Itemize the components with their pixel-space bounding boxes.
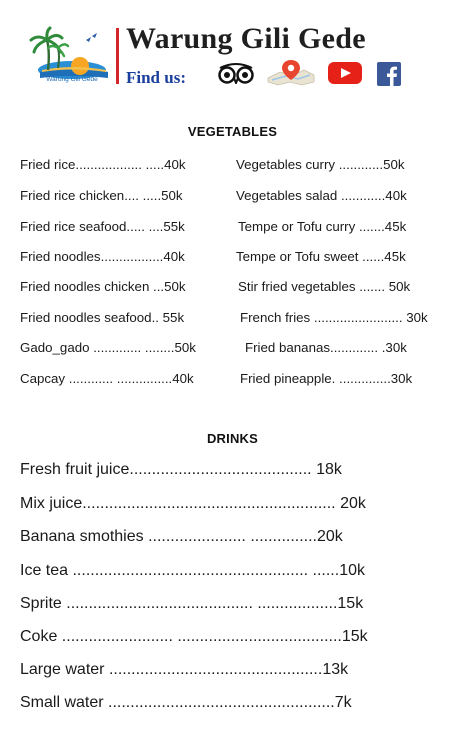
tripadvisor-icon[interactable] xyxy=(216,62,256,84)
menu-item: Vegetables salad ............40k xyxy=(236,188,407,203)
menu-item: Vegetables curry ............50k xyxy=(236,157,405,172)
menu-item: French fries ........................ 30k xyxy=(240,310,428,325)
drink-item: Coke ......................... .....................................15k xyxy=(20,628,368,645)
menu-item: Gado_gado ............. ........50k xyxy=(20,340,196,355)
menu-item: Fried noodles chicken ...50k xyxy=(20,279,186,294)
menu-item: Tempe or Tofu sweet ......45k xyxy=(236,249,406,264)
menu-item: Tempe or Tofu curry .......45k xyxy=(238,219,407,234)
drinks-title: DRINKS xyxy=(206,431,259,446)
header xyxy=(28,24,438,94)
vegetables-title: VEGETABLES xyxy=(187,124,278,139)
drink-item: Small water ...................................................7k xyxy=(20,694,352,711)
youtube-icon[interactable] xyxy=(328,62,362,84)
facebook-icon[interactable] xyxy=(377,62,401,86)
menu-item: Fried rice.................. .....40k xyxy=(20,157,186,172)
menu-item: Fried pineapple. ..............30k xyxy=(240,371,413,386)
drink-item: Large water ................................................13k xyxy=(20,661,349,678)
drink-item: Banana smothies ...................... ...............20k xyxy=(20,528,343,545)
menu-item: Fried bananas............. .30k xyxy=(245,340,407,355)
brand-title: Warung Gili Gede xyxy=(126,22,366,55)
drink-item: Ice tea ..................................................... ......10k xyxy=(20,562,365,579)
drink-item: Fresh fruit juice......................................... 18k xyxy=(20,461,342,478)
logo-caption: Warung Gili Gede xyxy=(46,76,98,83)
menu-item: Fried rice chicken.... .....50k xyxy=(20,188,183,203)
find-us-label: Find us: xyxy=(126,68,186,87)
menu-item: Fried rice seafood..... ....55k xyxy=(20,219,185,234)
drink-item: Mix juice......................................................... 20k xyxy=(20,495,366,512)
menu-item: Fried noodles seafood.. 55k xyxy=(20,310,185,325)
menu-item: Fried noodles.................40k xyxy=(20,249,185,264)
header-divider xyxy=(116,28,119,84)
map-pin-icon[interactable] xyxy=(266,58,316,86)
drink-item: Sprite .......................................... ..................15k xyxy=(20,595,364,612)
menu-item: Capcay ............ ...............40k xyxy=(20,371,194,386)
menu-item: Stir fried vegetables ....... 50k xyxy=(238,279,411,294)
